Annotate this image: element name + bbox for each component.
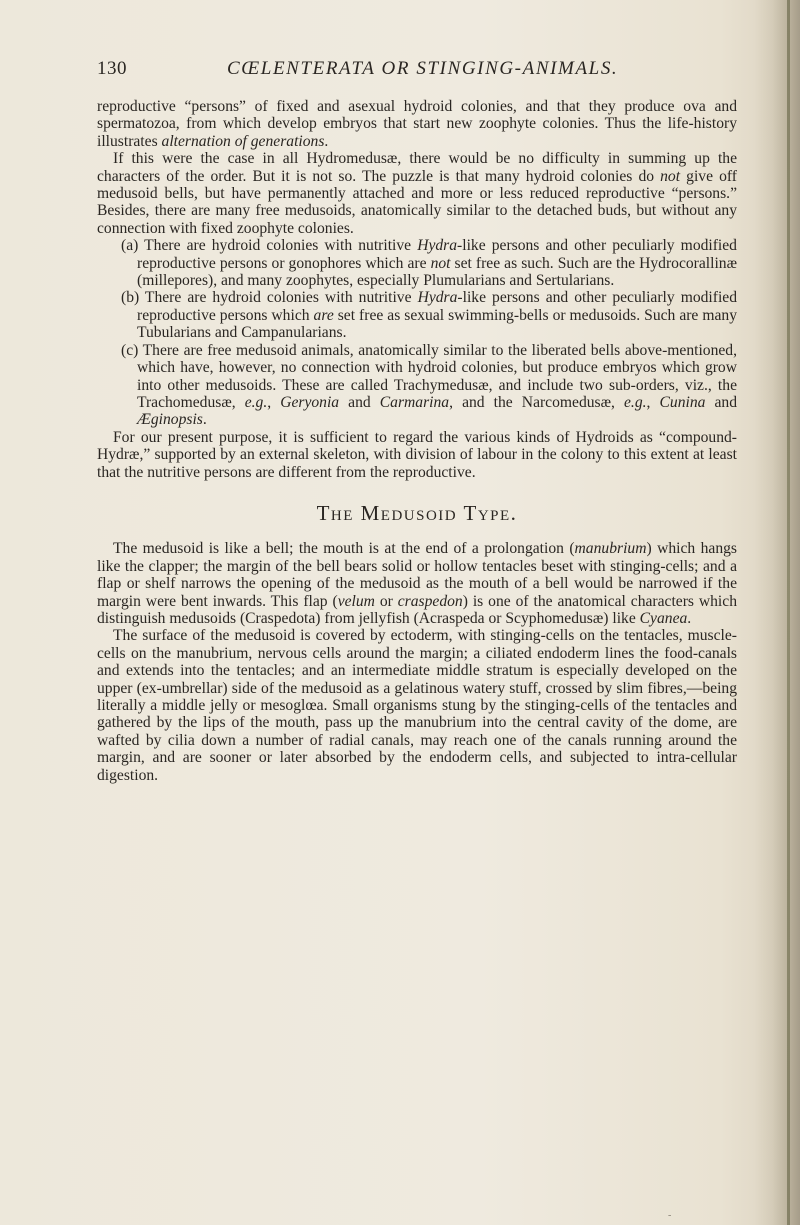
binding-edge [787, 0, 790, 1225]
print-mark: - [668, 1210, 672, 1221]
paragraph-1: reproductive “persons” of fixed and asexual hydroid colonies, and that they produce ova and spermatozoa, from which develop embryos that start new zoophyte colonies. Thus the life-history illustrates alternation of generations. [97, 98, 737, 150]
body-text [97, 98, 737, 784]
section-heading: The Medusoid Type. [316, 500, 518, 525]
page-gutter-shadow [754, 0, 800, 1225]
list-item-a: (a) There are hydroid colonies with nutritive Hydra-like persons and other peculiarly modified reproductive persons or gonophores which are not set free as such. Such are the Hydrocorallinæ (millepores), and many zoophytes, especially Plumularians and Sertularians. [121, 237, 737, 290]
running-header [97, 58, 717, 88]
list-item-b: (b) There are hydroid colonies with nutritive Hydra-like persons and other peculiarly modified reproductive persons which are set free as sexual swimming-bells or medusoids. Such are many Tubularians and Campanularians. [121, 289, 737, 342]
page-number: 130 [97, 58, 127, 79]
running-title: CŒLENTERATA OR STINGING-ANIMALS. [227, 58, 619, 79]
paragraph-2: If this were the case in all Hydromedusæ, there would be no difficulty in summing up the characters of the order. But it is not so. The puzzle is that many hydroid colonies do not give off medusoid bells, but have permanently attached and more or less reduced reproductive “persons.” Besides, there are many free medusoids, anatomically similar to the detached buds, but without any connection with fixed zoophyte colonies. [97, 150, 737, 237]
list-item-c: (c) There are free medusoid animals, anatomically similar to the liberated bells above-mentioned, which have, however, no connection with hydroid colonies, but produce embryos which grow into other medusoids. These are called Trachymedusæ, and include two sub-orders, viz., the Trachomedusæ, e.g., Geryonia and Carmarina, and the Narcomedusæ, e.g., Cunina and Æginopsis. [121, 341, 738, 429]
paragraph-5: The surface of the medusoid is covered by ectoderm, with stinging-cells on the tentacles, muscle-cells on the manubrium, nervous cells around the margin; a ciliated endoderm lines the food-canals and extends into the tentacles; and an intermediate middle stratum is especially developed on the upper (ex-umbrellar) side of the medusoid as a gelatinous watery stuff, crossed by slim fibres,—being literally a middle jelly or mesoglœa. Small organisms stung by the stinging-cells of the tentacles and gathered by the lips of the mouth, pass up the manubrium into the central cavity of the dome, are wafted by cilia down a number of radial canals, may reach one of the canals running around the margin, and are sooner or later absorbed by the endoderm cells, and subjected to intra-cellular digestion. [97, 627, 737, 784]
paragraph-3: For our present purpose, it is sufficient to regard the various kinds of Hydroids as “compound-Hydræ,” supported by an external skeleton, with division of labour in the colony to this extent at least that the nutritive persons are different from the reproductive. [97, 428, 737, 481]
paragraph-4: The medusoid is like a bell; the mouth is at the end of a prolongation (manubrium) which hangs like the clapper; the margin of the bell bears solid or hollow tentacles beset with stinging-cells; and a flap or shelf narrows the opening of the medusoid as the mouth of a bell would be narrowed if the margin were bent inwards. This flap (velum or craspedon) is one of the anatomical characters which distinguish medusoids (Craspedota) from jellyfish (Acraspeda or Scyphomedusæ) like Cyanea. [97, 540, 737, 627]
